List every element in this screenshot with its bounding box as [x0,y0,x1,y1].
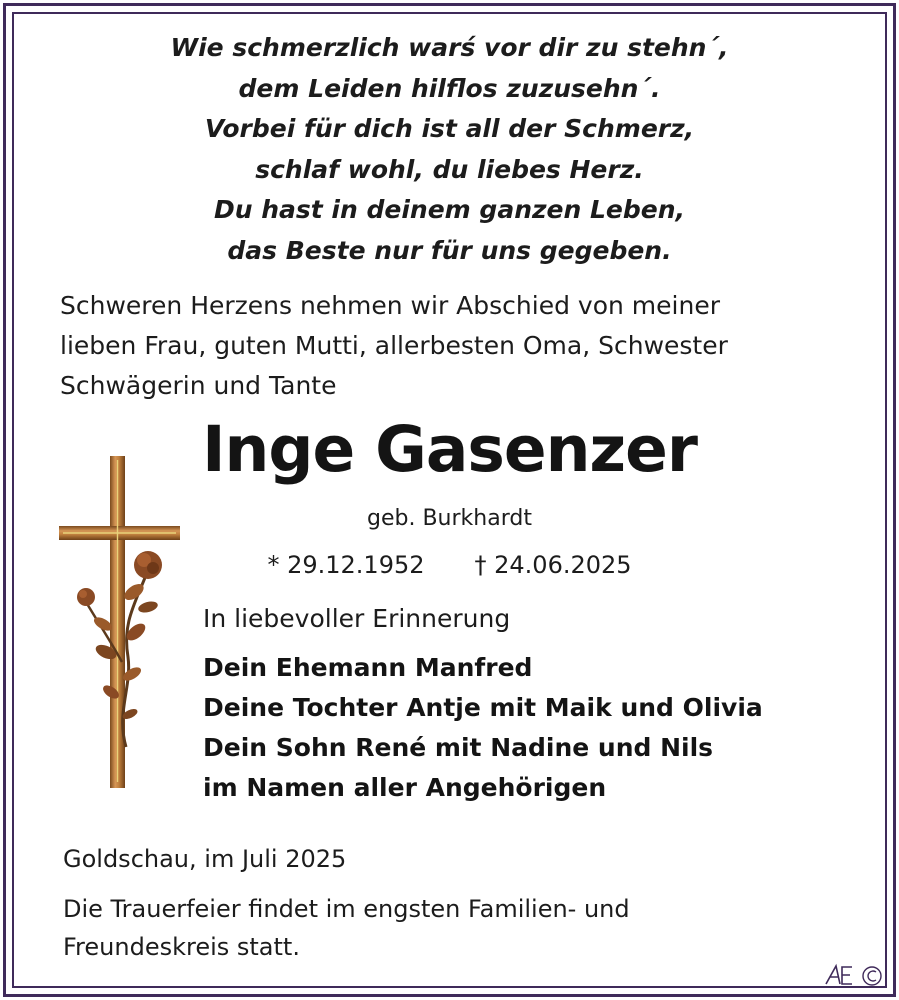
intro-line: Schweren Herzens nehmen wir Abschied von meiner [60,291,720,320]
mourner-line: im Namen aller Angehörigen [203,773,607,802]
poem-line: das Beste nur für uns gegeben. [227,235,672,265]
mourner-line: Deine Tochter Antje mit Maik und Olivia [203,693,763,722]
funeral-notice [63,890,823,966]
ae-copyright-mark [822,962,890,988]
memory-line: In liebevoller Erinnerung [203,604,511,633]
birth-date: * 29.12.1952 [267,551,425,579]
poem-line: Du hast in deinem ganzen Leben, [213,195,686,224]
notice-line: Freundeskreis statt. [63,933,300,961]
mourner-line: Dein Ehemann Manfred [203,653,533,682]
mourner-line: Dein Sohn René mit Nadine und Nils [203,733,714,762]
deceased-name: Inge Gasenzer [202,413,697,486]
notice-line: Die Trauerfeier findet im engsten Familien- und [63,895,630,923]
poem-line: dem Leiden hilflos zuzusehn´. [238,73,661,103]
poem-line: Vorbei für dich ist all der Schmerz, [204,114,695,143]
poem-line: schlaf wohl, du liebes Herz. [255,154,644,184]
intro-line: lieben Frau, guten Mutti, allerbesten Oma, Schwester [60,331,728,360]
intro-line: Schwägerin und Tante [60,371,337,400]
cross-with-rose-icon [56,452,182,792]
farewell-intro [60,286,850,406]
death-date: † 24.06.2025 [474,551,632,579]
memorial-poem [0,28,899,271]
place-and-date: Goldschau, im Juli 2025 [63,845,347,873]
poem-line: Wie schmerzlich warś vor dir zu stehn´, [170,33,729,62]
birth-name: geb. Burkhardt [367,506,532,531]
mourners-list [203,648,763,808]
